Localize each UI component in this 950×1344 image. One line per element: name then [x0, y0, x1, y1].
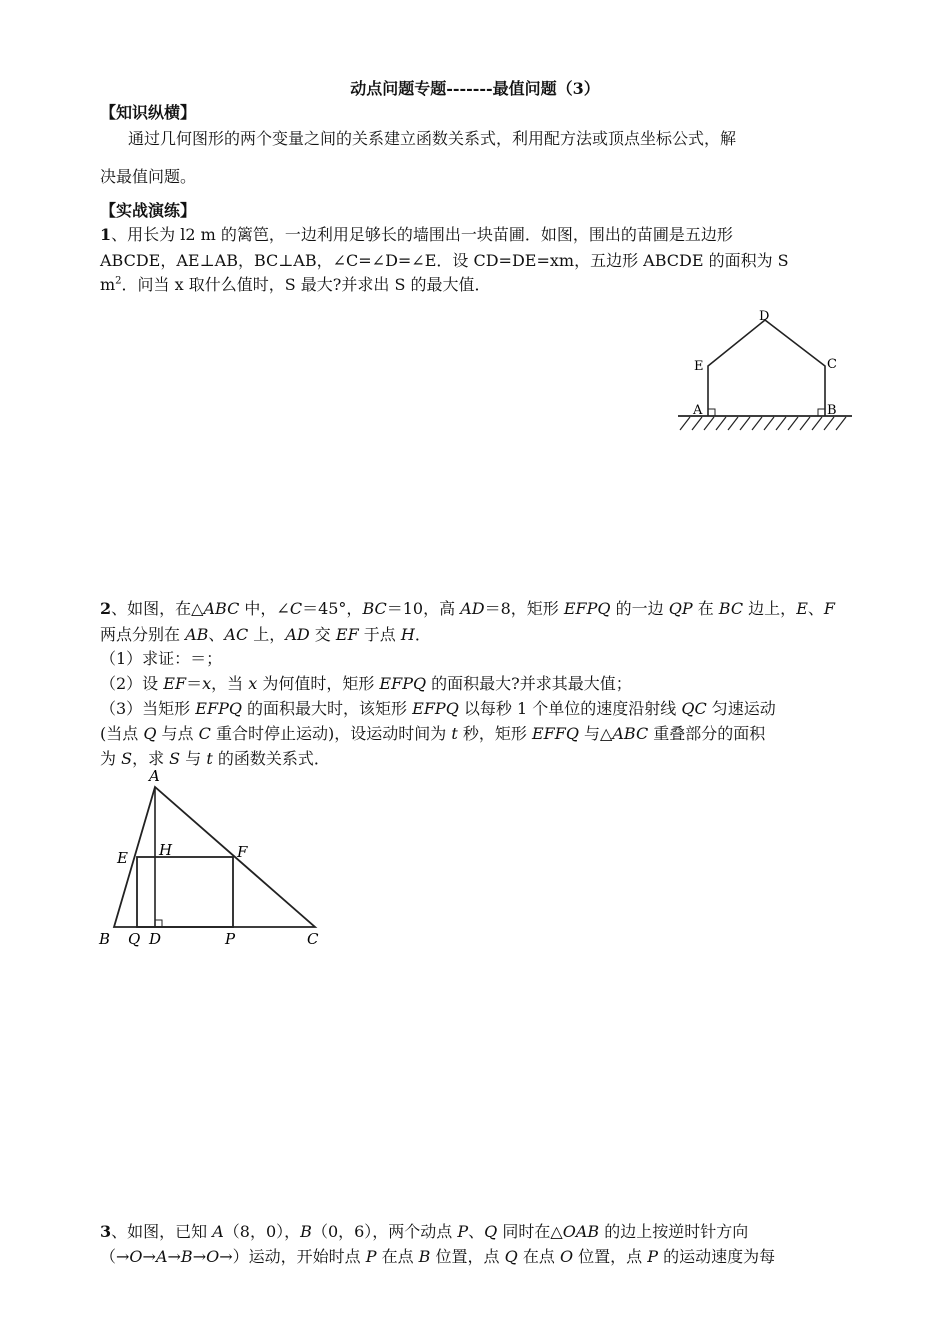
q1-label-d: D	[759, 309, 770, 324]
q2-label-c: C	[307, 930, 319, 948]
q1-label-c: C	[827, 357, 837, 372]
q1-label-e: E	[694, 359, 704, 374]
q1-number: 1	[100, 225, 112, 244]
q1-line2: ABCDE，AE⊥AB，BC⊥AB，∠C=∠D=∠E．设 CD=DE=xm，五边形 ABCDE 的面积为 S	[100, 251, 789, 270]
knowledge-text-line1: 通过几何图形的两个变量之间的关系建立函数关系式，利用配方法或顶点坐标公式，解	[128, 129, 737, 148]
q1-right-angle-b	[818, 409, 825, 416]
q2-triangle-figure	[95, 765, 335, 950]
q1-pentagon-figure	[670, 300, 860, 450]
q2-label-e: E	[117, 849, 128, 867]
page-title: 动点问题专题-------最值问题（3）	[350, 79, 600, 98]
q2-right-angle-d	[155, 920, 162, 927]
q1-pentagon-outline	[708, 320, 825, 416]
q3-line1: 3、如图，已知 A（8，0），B（0，6），两个动点 P、Q 同时在△OAB 的边上按逆时针方向	[100, 1222, 749, 1241]
q3-number: 3	[100, 1222, 112, 1241]
q2-label-h: H	[159, 841, 173, 859]
q2-label-q: Q	[128, 930, 141, 948]
q2-line4: （2）设 EF＝x，当 x 为何值时，矩形 EFPQ 的面积最大?并求其最大值；	[100, 674, 632, 693]
knowledge-text-line2: 决最值问题。	[100, 167, 197, 186]
q1-label-b: B	[827, 403, 837, 418]
q2-line7: 为 S，求 S 与 t 的函数关系式．	[100, 749, 330, 768]
q1-label-a: A	[693, 403, 703, 418]
q2-line1: 2、如图，在△ABC 中，∠C＝45°，BC＝10，高 AD＝8，矩形 EFPQ 的一边 QP 在 BC 边上，E、F	[100, 599, 835, 618]
q1-line1: 1、用长为 l2 m 的篱笆，一边利用足够长的墙围出一块苗圃．如图，围出的苗圃是五边形	[100, 225, 733, 244]
q1-right-angle-a	[708, 409, 715, 416]
q2-label-f: F	[237, 843, 248, 861]
q2-line5: （3）当矩形 EFPQ 的面积最大时，该矩形 EFPQ 以每秒 1 个单位的速度沿射线 QC 匀速运动	[100, 699, 776, 718]
practice-heading: 【实战演练】	[100, 201, 197, 220]
q2-label-a: A	[149, 767, 160, 785]
q2-label-d: D	[149, 930, 162, 948]
q2-rectangle-efpq	[137, 857, 233, 927]
knowledge-heading: 【知识纵横】	[100, 103, 197, 122]
q1-wall-hatching	[680, 417, 846, 430]
q2-line2: 两点分别在 AB、AC 上，AD 交 EF 于点 H．	[100, 625, 431, 644]
q2-number: 2	[100, 599, 112, 618]
q1-line3: $m^2$．问当 x 取什么值时，S 最大?并求出 S 的最大值．	[100, 275, 491, 294]
q2-line3: （1）求证：＝；	[100, 649, 223, 668]
q2-label-b: B	[99, 930, 111, 948]
q2-label-p: P	[225, 930, 236, 948]
q2-line6: (当点 Q 与点 C 重合时停止运动)，设运动时间为 t 秒，矩形 EFFQ 与△ABC 重叠部分的面积	[100, 724, 766, 743]
q3-line2: （→O→A→B→O→）运动，开始时点 P 在点 B 位置，点 Q 在点 O 位置，点 P 的运动速度为每	[100, 1247, 776, 1266]
